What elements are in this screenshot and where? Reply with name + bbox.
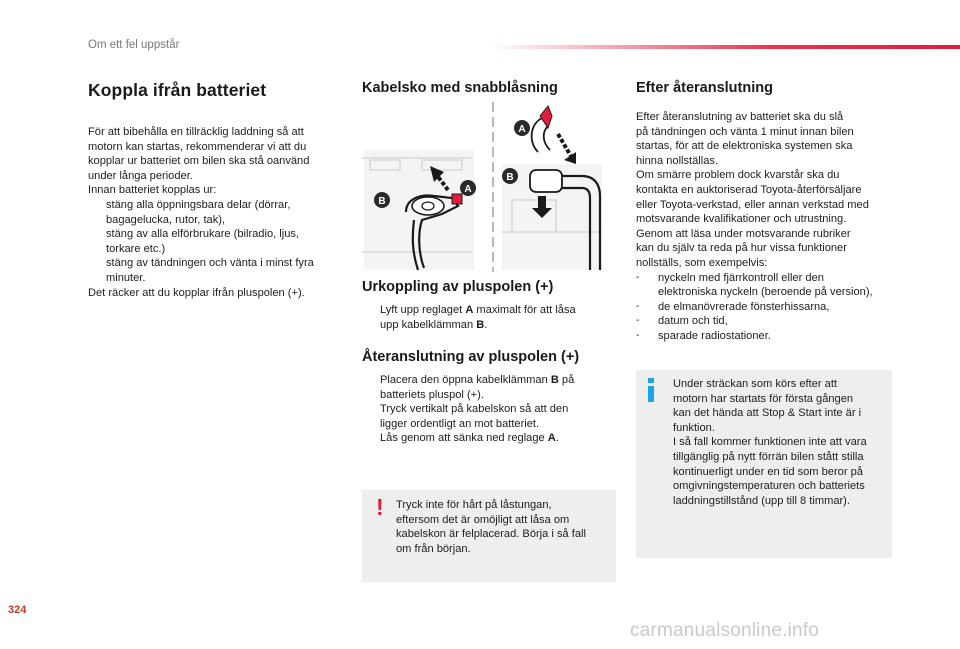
list-item: - datum och tid,	[636, 315, 728, 328]
section-title: Om ett fel uppstår	[88, 39, 180, 51]
heading-quick-release: Kabelsko med snabblåsning	[362, 80, 558, 96]
text-line: kopplar ur batteriet om bilen ska stå oanvänd	[88, 155, 310, 168]
heading-reconnect-positive: Återanslutning av pluspolen (+)	[362, 349, 580, 365]
heading-after-reconnection: Efter återanslutning	[636, 80, 773, 96]
column-disconnect-battery	[88, 78, 340, 300]
section-disconnect-positive	[362, 279, 616, 332]
info-text: Under sträckan som körs efter att motorn har startats för första gången kan det hända att Stop & Start inte är i funktion. I så fall kommer funktionen inte att vara tillgänglig på nytt förrän bilen stått stilla kontinuerligt under en tid som beror på omgivningstemperaturen och batteriets laddningstillstånd (upp till 8 timmar).	[673, 378, 867, 507]
text-line: Innan batteriet kopplas ur:	[88, 184, 217, 197]
text-line: För att bibehålla en tillräcklig laddning så att	[88, 126, 304, 138]
list-item: stäng av tändningen och vänta i minst fyra minuter.	[106, 257, 314, 284]
text-line: Det räcker att du kopplar ifrån pluspolen (+).	[88, 286, 305, 299]
warning-text: Tryck inte för hårt på låstungan, eftersom det är omöjligt att låsa om kabelskon är felplacerad. Börja i så fall om från början.	[396, 499, 586, 555]
dash-list	[636, 271, 892, 344]
warning-icon: !	[376, 494, 384, 520]
list-item: Lås genom att sänka ned reglage A.	[380, 432, 559, 445]
label-b: B	[378, 196, 386, 207]
heading-disconnect-positive: Urkoppling av pluspolen (+)	[362, 279, 554, 295]
text-line: motorn kan startas, rekommenderar vi att du	[88, 140, 307, 153]
list-item: stäng alla öppningsbara delar (dörrar, bagagelucka, rutor, tak),	[106, 198, 291, 226]
label-a: A	[518, 124, 526, 135]
intro-text	[88, 125, 340, 300]
label-a: A	[464, 184, 472, 195]
label-b: B	[506, 172, 514, 183]
arrow-icon	[564, 152, 576, 164]
battery-terminal-drawing	[362, 102, 616, 272]
bullet-list	[88, 198, 340, 286]
header-accent-line	[490, 45, 960, 49]
warning-box	[362, 490, 616, 582]
list-item: - sparade radiostationer.	[636, 329, 771, 342]
list-item: Placera den öppna kabelklämman B på batteriets pluspol (+).	[380, 374, 575, 401]
battery-terminal-illustration	[362, 102, 616, 272]
list-item: Lyft upp reglaget A maximalt för att låsa upp kabelklämman B.	[380, 304, 576, 331]
list-item: Tryck vertikalt på kabelskon så att den ligger ordentligt an mot batteriet.	[380, 403, 569, 430]
list-item: - nyckeln med fjärrkontroll eller den elektroniska nyckeln (beroende på version),	[636, 271, 873, 299]
column-after-reconnection	[636, 78, 892, 344]
column-quick-release-terminal	[362, 78, 616, 96]
heading-disconnect-battery: Koppla ifrån batteriet	[88, 80, 267, 100]
lever-highlight	[452, 194, 462, 204]
bullet-list	[362, 303, 616, 332]
list-item: stäng av alla elförbrukare (bilradio, ljus, torkare etc.)	[106, 228, 300, 255]
info-icon	[646, 378, 656, 402]
info-box	[636, 370, 892, 558]
after-reconnection-text: Efter återanslutning av batteriet ska du slå på tändningen och vänta 1 minut innan bilen startas, för att de elektroniska systemen ska hinna nollställas. Om smärre problem dock kvarstår ska du kontakta en auktoriserad Toyota-återförsäljare eller Toyota-verkstad, eller annan verkstad med motsvarande kvalifikationer och utrustning. Genom att läsa under motsvarande rubriker kan du själv ta reda på hur vissa funktioner nollställs, som exempelvis: - nyckeln med fjärrkontroll eller den elektroniska nyckeln (beroende på version), - de elmanövrerade fönsterhissarna, - datum och tid, - sparade radiostationer.	[636, 110, 892, 344]
watermark: carmanualsonline.info	[630, 620, 820, 641]
bullet-list	[362, 373, 616, 446]
list-item: - de elmanövrerade fönsterhissarna,	[636, 300, 830, 313]
page-number: 324	[8, 604, 27, 616]
text-line: under långa perioder.	[88, 169, 193, 182]
section-reconnect-positive	[362, 349, 616, 446]
